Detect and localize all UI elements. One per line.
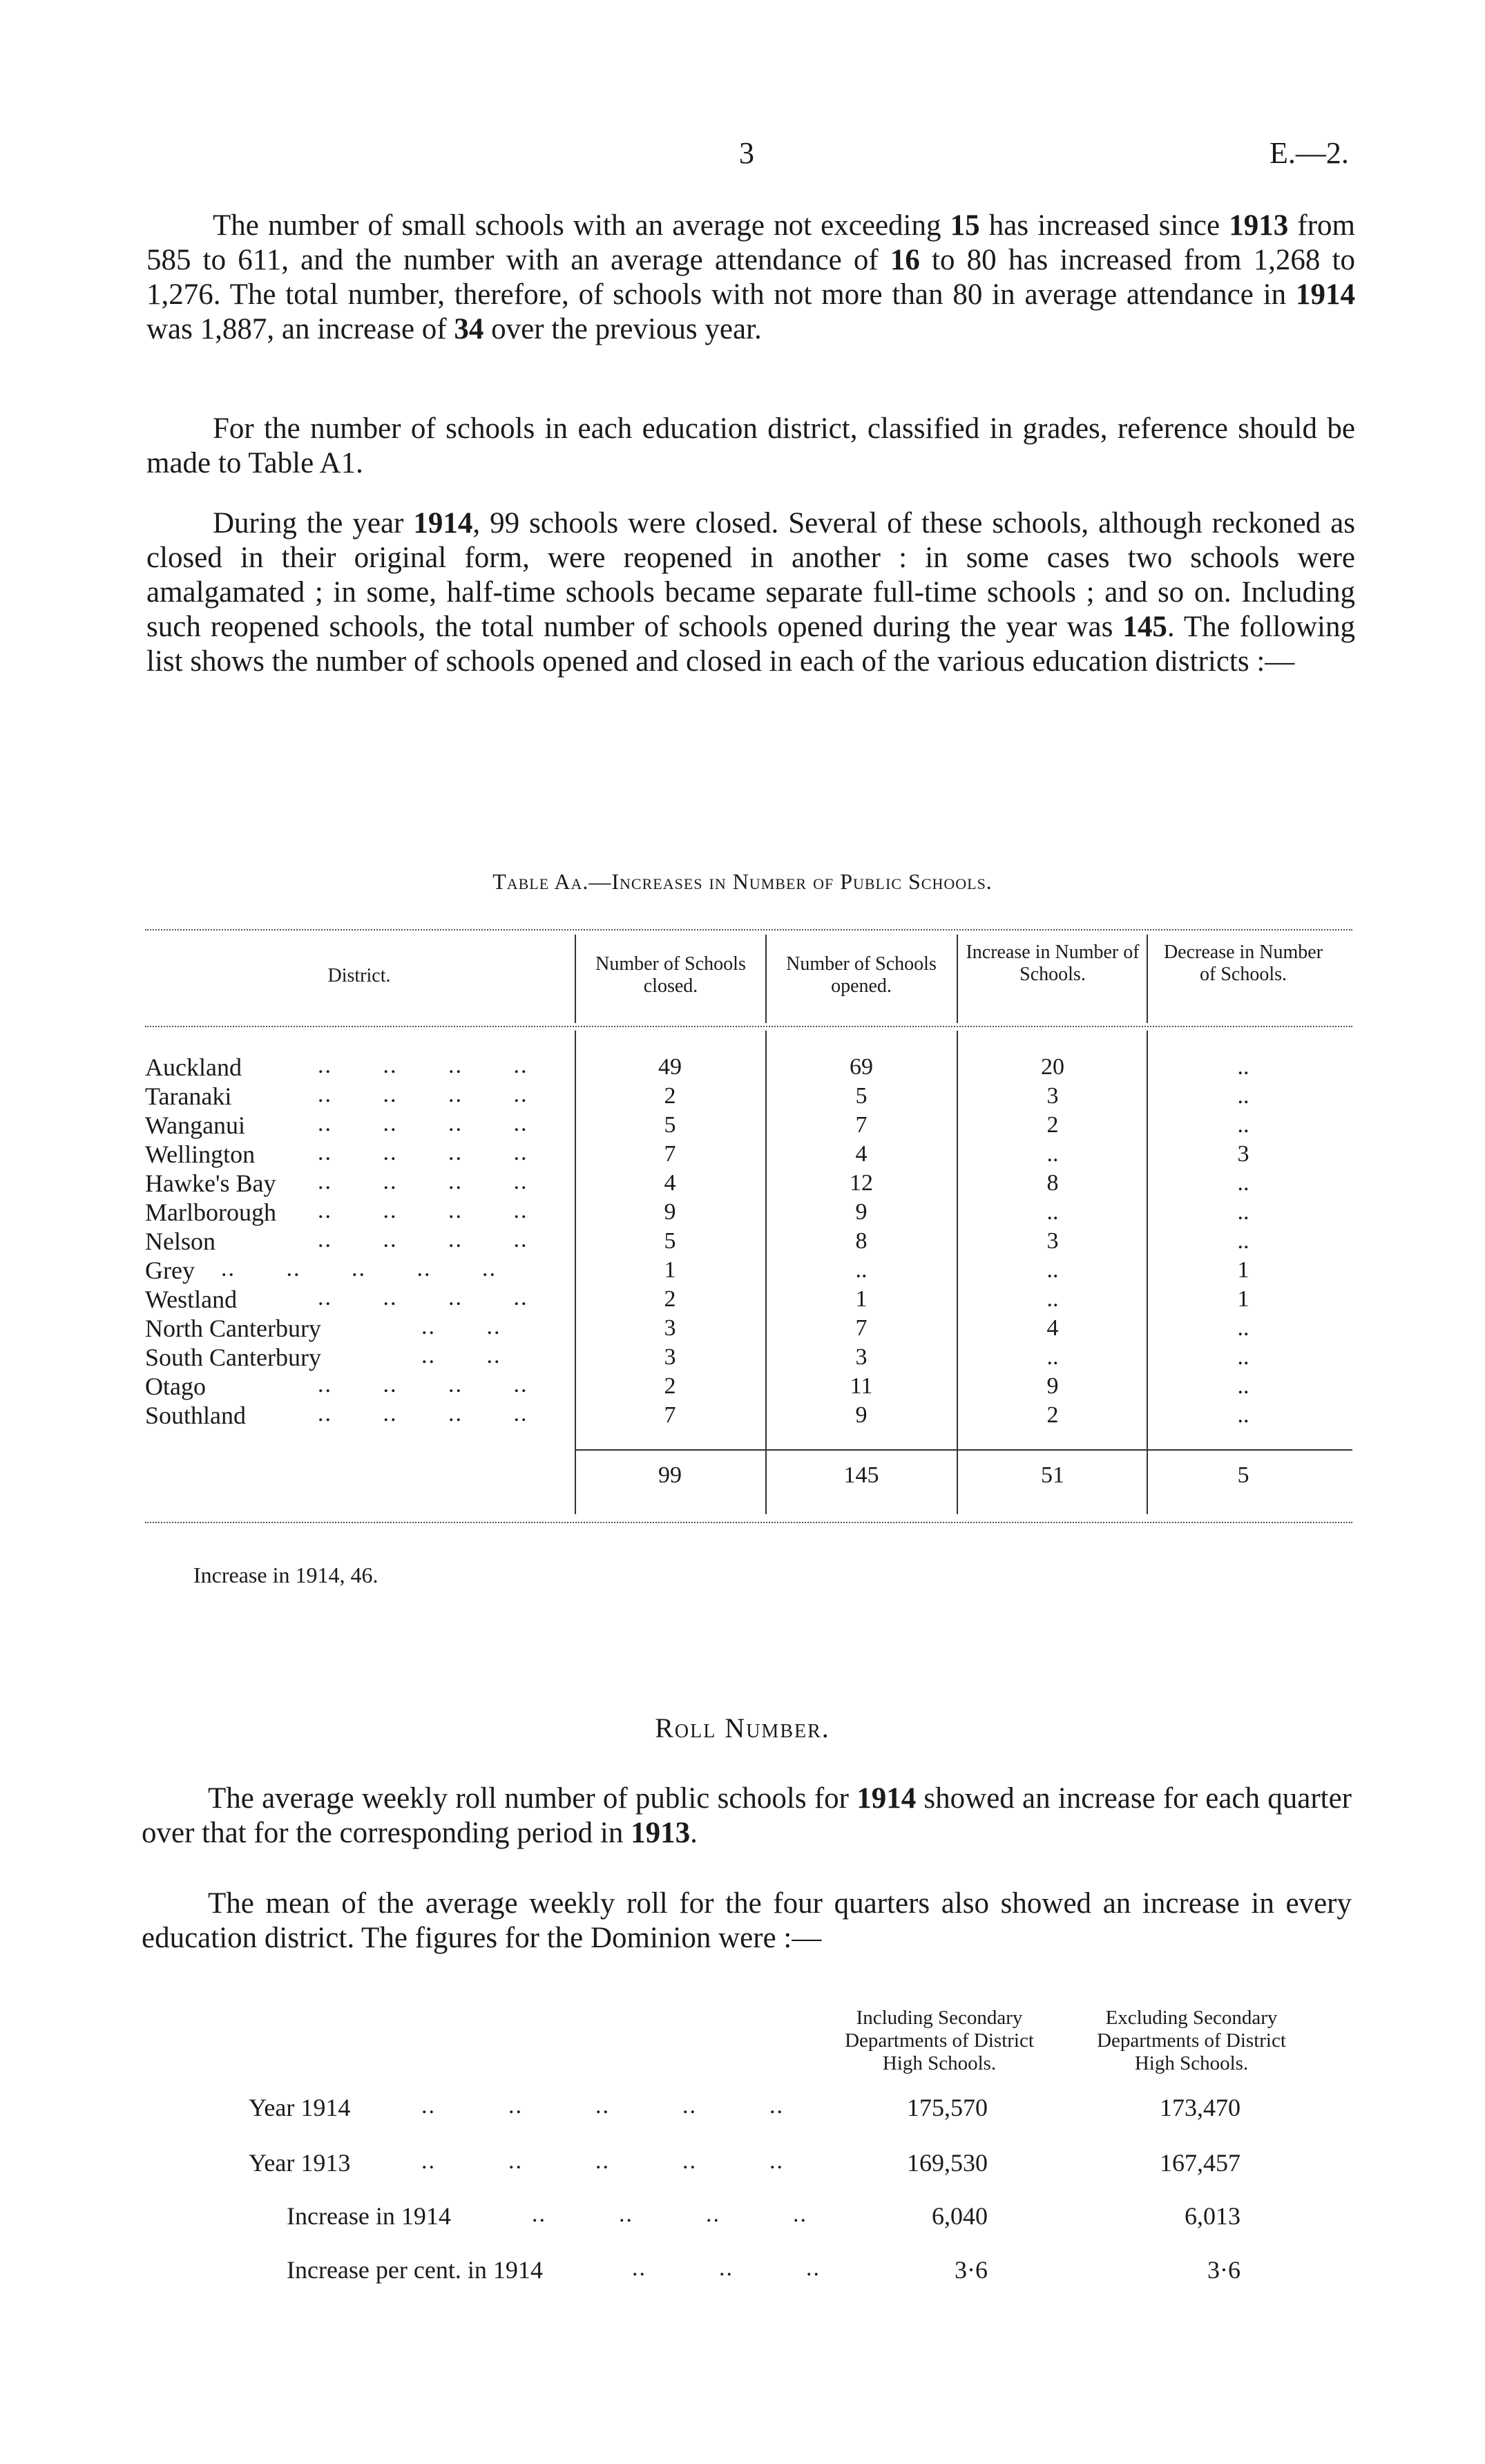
- cell-increase: 3: [1046, 1228, 1059, 1254]
- cell-increase: ..: [1046, 1199, 1059, 1225]
- cell-increase: ..: [1046, 1141, 1059, 1167]
- district-name: Auckland: [145, 1053, 242, 1081]
- leader-dots: .. .. .. ..: [318, 1227, 528, 1252]
- series-code: E.—2.: [1270, 136, 1349, 170]
- paragraph-schools-closed: During the year 1914, 99 schools were closed. Several of these schools, although reckoned as closed in their original form, were reopened in another : in some cases two schools were amalgamated ; in some, half-time schools became separate full-time schools ; and so on. Including such reopened schools, the total number of schools opened during the year was 145. The following list shows the number of schools opened and closed in each of the various education districts :—: [146, 507, 1355, 678]
- header-decrease: Decrease in Number of Schools.: [1163, 942, 1323, 985]
- totals-rule: [575, 1449, 1352, 1451]
- roll-including: 3·6: [955, 2256, 988, 2284]
- leader-dots: .. .. .. ..: [318, 1111, 528, 1136]
- cell-closed: 3: [664, 1344, 676, 1370]
- header-increase: Increase in Number of Schools.: [966, 942, 1140, 985]
- roll-number-title: Roll Number.: [655, 1712, 830, 1744]
- cell-opened: 1: [855, 1286, 868, 1312]
- cell-increase: 2: [1046, 1112, 1059, 1138]
- roll-row-label: Year 1914: [249, 2094, 351, 2121]
- paragraph-roll-mean: The mean of the average weekly roll for the four quarters also showed an increase in every education district. The figures for the Dominion were :—: [142, 1887, 1352, 1954]
- cell-increase: 8: [1046, 1170, 1059, 1196]
- leader-dots: .. .. .. ..: [318, 1372, 528, 1397]
- roll-row-label: Year 1913: [249, 2149, 351, 2177]
- district-name: South Canterbury: [145, 1344, 321, 1371]
- cell-increase: 3: [1046, 1083, 1059, 1109]
- leader-dots: .. .. .. ..: [318, 1285, 528, 1310]
- roll-row-label: Increase per cent. in 1914: [287, 2256, 543, 2284]
- leader-dots: .. .. .. ..: [318, 1198, 528, 1223]
- table-top-rule: [145, 929, 1352, 930]
- leader-dots: .. .. .. ..: [318, 1140, 528, 1165]
- cell-closed: 5: [664, 1112, 676, 1138]
- page-number: 3: [739, 136, 754, 170]
- cell-decrease: 1: [1237, 1257, 1249, 1283]
- district-name: Southland: [145, 1402, 247, 1429]
- cell-decrease: ..: [1237, 1083, 1249, 1109]
- leader-dots: .. ..: [421, 1343, 501, 1368]
- paragraph-table-reference: For the number of schools in each education district, classified in grades, reference should be made to Table A1.: [146, 412, 1355, 479]
- cell-decrease: ..: [1237, 1315, 1249, 1341]
- cell-opened: 5: [855, 1083, 868, 1109]
- cell-closed: 5: [664, 1228, 676, 1254]
- cell-closed: 1: [664, 1257, 676, 1283]
- leader-dots: .. .. .. ..: [318, 1082, 528, 1107]
- leader-dots: .. .. .. ..: [532, 2202, 807, 2227]
- district-name: Hawke's Bay: [145, 1169, 276, 1197]
- paragraph-roll-weekly: The average weekly roll number of public schools for 1914 showed an increase for each quarter over that for the corresponding period in 1913.: [142, 1782, 1352, 1849]
- header-opened: Number of Schools opened.: [786, 953, 937, 997]
- cell-closed: 2: [664, 1083, 676, 1109]
- cell-decrease: 1: [1237, 1286, 1249, 1312]
- leader-dots: .. .. .. .. ..: [421, 2148, 784, 2174]
- cell-opened: 9: [855, 1199, 868, 1225]
- cell-opened: 3: [855, 1344, 868, 1370]
- cell-increase: ..: [1046, 1344, 1059, 1370]
- cell-decrease: ..: [1237, 1228, 1249, 1254]
- cell-increase: ..: [1046, 1286, 1059, 1312]
- cell-opened: 7: [855, 1112, 868, 1138]
- leader-dots: .. ..: [421, 1314, 501, 1339]
- cell-closed: 4: [664, 1170, 676, 1196]
- cell-increase: 4: [1046, 1315, 1059, 1341]
- col-divider: [765, 1031, 767, 1514]
- cell-increase: 20: [1041, 1054, 1064, 1080]
- leader-dots: .. .. .. ..: [318, 1053, 528, 1078]
- col-divider: [765, 935, 767, 1023]
- cell-opened: 9: [855, 1402, 868, 1428]
- district-name: Wanganui: [145, 1111, 246, 1139]
- total-increase: 51: [1041, 1462, 1064, 1488]
- cell-decrease: ..: [1237, 1344, 1249, 1370]
- col-divider: [957, 935, 958, 1023]
- cell-opened: 11: [850, 1373, 873, 1399]
- header-district: District.: [327, 965, 391, 986]
- total-closed: 99: [658, 1462, 682, 1488]
- district-name: Westland: [145, 1286, 238, 1313]
- col-excluding-header: Excluding Secondary Departments of District High Schools.: [1097, 2007, 1286, 2074]
- roll-excluding: 167,457: [1160, 2149, 1240, 2177]
- cell-decrease: ..: [1237, 1402, 1249, 1428]
- roll-including: 169,530: [907, 2149, 988, 2177]
- cell-opened: 4: [855, 1141, 868, 1167]
- cell-decrease: ..: [1237, 1373, 1249, 1399]
- table-bottom-rule: [145, 1522, 1352, 1523]
- roll-row-label: Increase in 1914: [287, 2202, 451, 2230]
- district-name: Otago: [145, 1373, 206, 1400]
- cell-decrease: ..: [1237, 1170, 1249, 1196]
- total-opened: 145: [843, 1462, 879, 1488]
- cell-decrease: ..: [1237, 1199, 1249, 1225]
- table-aa-title: Table Aa.—Increases in Number of Public Schools.: [492, 869, 993, 894]
- cell-increase: 9: [1046, 1373, 1059, 1399]
- col-divider: [575, 1031, 576, 1514]
- leader-dots: .. .. .. ..: [318, 1169, 528, 1194]
- total-decrease: 5: [1237, 1462, 1249, 1488]
- col-divider: [1147, 1031, 1148, 1514]
- cell-decrease: ..: [1237, 1054, 1249, 1080]
- cell-closed: 2: [664, 1373, 676, 1399]
- district-name: Grey: [145, 1257, 195, 1284]
- col-divider: [575, 935, 576, 1023]
- table-header-rule: [145, 1026, 1352, 1027]
- cell-increase: ..: [1046, 1257, 1059, 1283]
- cell-opened: 12: [850, 1170, 873, 1196]
- district-name: Marlborough: [145, 1198, 276, 1226]
- district-name: Taranaki: [145, 1082, 232, 1110]
- roll-excluding: 6,013: [1185, 2202, 1240, 2230]
- cell-closed: 7: [664, 1141, 676, 1167]
- cell-increase: 2: [1046, 1402, 1059, 1428]
- cell-closed: 49: [658, 1054, 682, 1080]
- cell-opened: 69: [850, 1054, 873, 1080]
- col-including-header: Including Secondary Departments of District High Schools.: [845, 2007, 1034, 2074]
- paragraph-small-schools: The number of small schools with an average not exceeding 15 has increased since 1913 from 585 to 611, and the number with an average attendance of 16 to 80 has increased from 1,268 to 1,276. The total number, therefore, of schools with not more than 80 in average attendance in 1914 was 1,887, an increase of 34 over the previous year.: [146, 209, 1356, 345]
- roll-excluding: 173,470: [1160, 2094, 1240, 2121]
- cell-opened: 8: [855, 1228, 868, 1254]
- district-name: Nelson: [145, 1228, 215, 1255]
- col-divider: [1147, 935, 1148, 1023]
- leader-dots: .. .. ..: [632, 2255, 821, 2281]
- leader-dots: .. .. .. .. ..: [221, 1256, 497, 1281]
- table-note: Increase in 1914, 46.: [193, 1563, 379, 1587]
- cell-closed: 2: [664, 1286, 676, 1312]
- district-name: North Canterbury: [145, 1315, 321, 1342]
- roll-including: 175,570: [907, 2094, 988, 2121]
- cell-decrease: 3: [1237, 1141, 1249, 1167]
- cell-opened: ..: [855, 1257, 868, 1283]
- cell-closed: 3: [664, 1315, 676, 1341]
- district-name: Wellington: [145, 1140, 256, 1168]
- leader-dots: .. .. .. .. ..: [421, 2093, 784, 2119]
- cell-closed: 7: [664, 1402, 676, 1428]
- roll-including: 6,040: [932, 2202, 988, 2230]
- leader-dots: .. .. .. ..: [318, 1401, 528, 1426]
- cell-opened: 7: [855, 1315, 868, 1341]
- cell-decrease: ..: [1237, 1112, 1249, 1138]
- roll-excluding: 3·6: [1207, 2256, 1240, 2284]
- cell-closed: 9: [664, 1199, 676, 1225]
- col-divider: [957, 1031, 958, 1514]
- header-closed: Number of Schools closed.: [595, 953, 746, 997]
